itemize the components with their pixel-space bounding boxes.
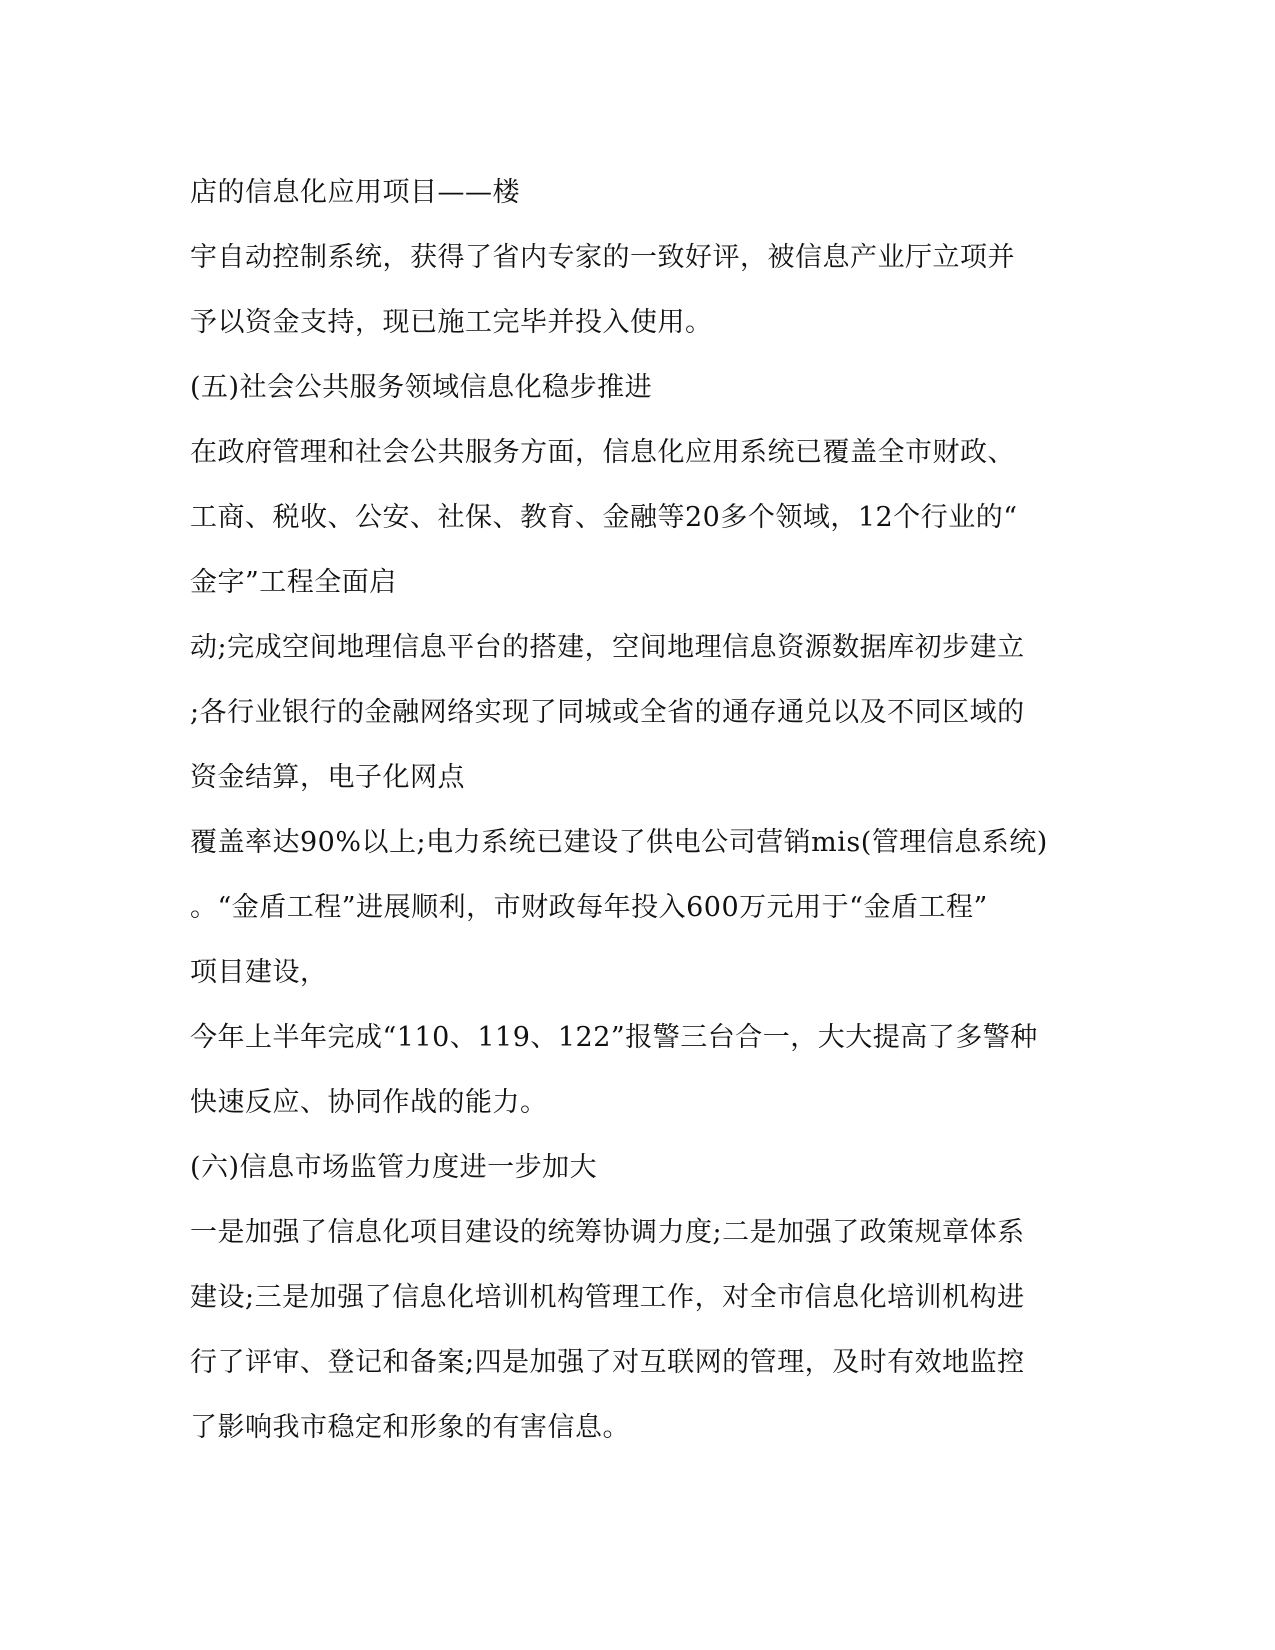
text-line: 行了评审、登记和备案;四是加强了对互联网的管理，及时有效地监控 <box>190 1347 1025 1378</box>
text-line: 工商、税收、公安、社保、教育、金融等20多个领域，12个行业的“ <box>190 502 1018 533</box>
section-heading: (五)社会公共服务领域信息化稳步推进 <box>190 372 653 403</box>
text-line: 今年上半年完成“110、119、122”报警三台合一，大大提高了多警种 <box>190 1022 1038 1053</box>
document-body <box>190 160 1090 1460</box>
text-line: 店的信息化应用项目——楼 <box>190 177 520 208</box>
text-line: 宇自动控制系统，获得了省内专家的一致好评，被信息产业厅立项并 <box>190 242 1015 273</box>
section-heading: (六)信息市场监管力度进一步加大 <box>190 1152 598 1183</box>
text-line: 一是加强了信息化项目建设的统筹协调力度;二是加强了政策规章体系 <box>190 1217 1025 1248</box>
text-line: 快速反应、协同作战的能力。 <box>190 1087 548 1118</box>
text-line: 资金结算，电子化网点 <box>190 762 465 793</box>
text-line: 动;完成空间地理信息平台的搭建，空间地理信息资源数据库初步建立 <box>190 632 1025 663</box>
text-line: 了影响我市稳定和形象的有害信息。 <box>190 1412 630 1443</box>
text-line: 覆盖率达90%以上;电力系统已建设了供电公司营销mis(管理信息系统) <box>190 827 1048 858</box>
text-line: 在政府管理和社会公共服务方面，信息化应用系统已覆盖全市财政、 <box>190 437 1015 468</box>
text-line: 项目建设， <box>190 957 328 988</box>
text-line: 金字”工程全面启 <box>190 567 397 598</box>
text-line: 予以资金支持，现已施工完毕并投入使用。 <box>190 307 713 338</box>
text-line: ;各行业银行的金融网络实现了同城或全省的通存通兑以及不同区域的 <box>190 697 1025 728</box>
text-line: 建设;三是加强了信息化培训机构管理工作，对全市信息化培训机构进 <box>190 1282 1025 1313</box>
text-line: 。“金盾工程”进展顺利，市财政每年投入600万元用于“金盾工程” <box>190 892 988 923</box>
